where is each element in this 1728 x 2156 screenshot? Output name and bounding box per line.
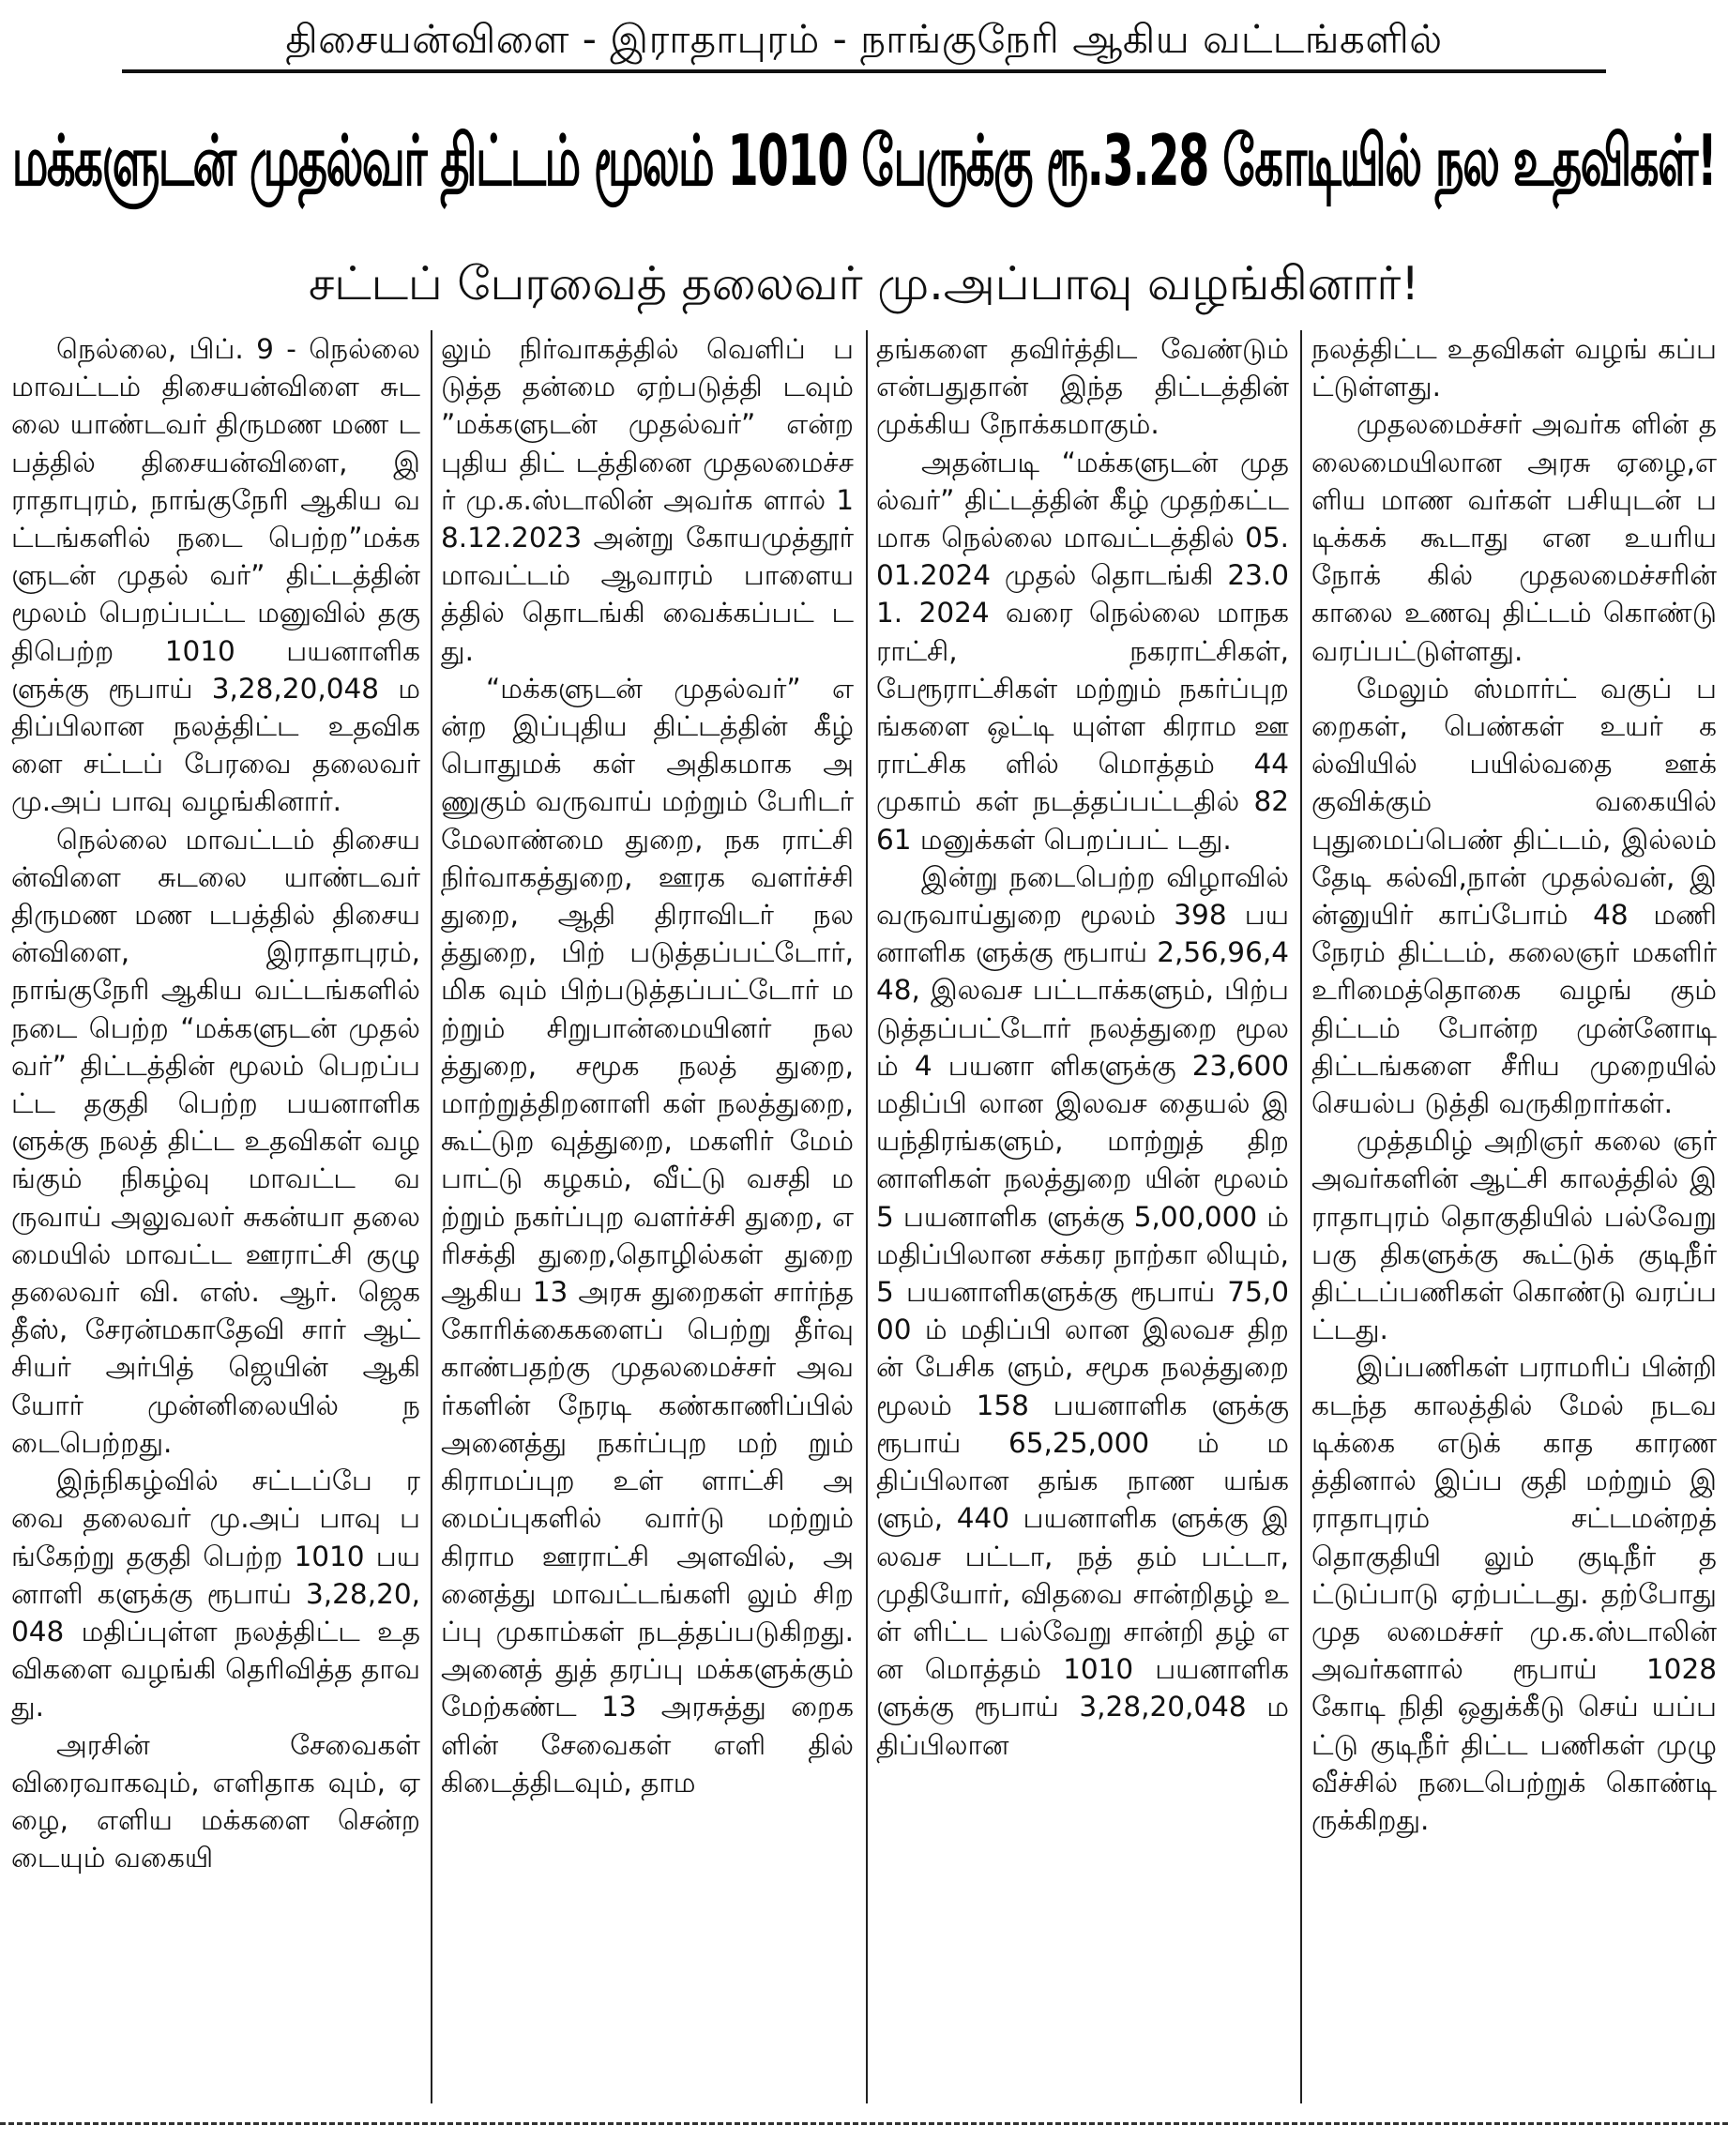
bottom-dashed-rule: [0, 2122, 1728, 2125]
body-paragraph: நெல்லை, பிப். 9 - நெல்லை மாவட்டம் திசையன்விளை சுடலை யாண்டவர் திருமண மண டபத்தில் திசையன்விளை, இராதாபுரம், நாங்குநேரி ஆகிய வட்டங்களில் நடை பெற்ற”மக்களுடன் முதல் வர்” திட்டத்தின் மூலம் பெறப்பட்ட மனுவில் தகு திபெற்ற 1010 பயனாளிக ளுக்கு ரூபாய் 3,28,20,048 மதிப்பிலான நலத்திட்ட உதவிகளை சட்டப் பேரவை தலைவர் மு.அப் பாவு வழங்கினார்.: [11, 333, 420, 818]
headline: மக்களுடன் முதல்வர் திட்டம் மூலம் 1010 பேருக்கு ரூ.3.28 கோடியில் நல உதவிகள்!: [11, 120, 1717, 203]
subheadline: சட்டப் பேரவைத் தலைவர் மு.அப்பாவு வழங்கினார்!: [308, 256, 1420, 311]
column-2: [441, 330, 854, 2103]
article-body: [11, 330, 1717, 2103]
body-paragraph: நெல்லை மாவட்டம் திசையன்விளை சுடலை யாண்டவர் திருமண மண டபத்தில் திசையன்விளை, இராதாபுரம், நாங்குநேரி ஆகிய வட்டங்களில் நடை பெற்ற “மக்களுடன் முதல் வர்” திட்டத்தின் மூலம் பெறப்பட்ட தகுதி பெற்ற பயனாளிகளுக்கு நலத் திட்ட உதவிகள் வழங்கும் நிகழ்வு மாவட்ட வருவாய் அலுவலர் சுகன்யா தலை மையில் மாவட்ட ஊராட்சி குழு தலைவர் வி. எஸ். ஆர். ஜெகதீஸ், சேரன்மகாதேவி சார் ஆட் சியர் அர்பித் ஜெயின் ஆகி யோர் முன்னிலையில் நடைபெற்றது.: [11, 823, 420, 1459]
body-paragraph: முத்தமிழ் அறிஞர் கலை ஞர் அவர்களின் ஆட்சி காலத்தில் இராதாபுரம் தொகுதியில் பல்வேறு பகு திகளுக்கு கூட்டுக் குடிநீர் திட்டப்பணிகள் கொண்டு வரப்பட்டது.: [1311, 1125, 1717, 1346]
kicker-underline: [122, 69, 1606, 73]
column-3: [876, 330, 1289, 2103]
body-paragraph: இன்று நடைபெற்ற விழாவில் வருவாய்துறை மூலம் 398 பயனாளிக ளுக்கு ரூபாய் 2,56,96,448, இலவச பட்டாக்களும், பிற்படுத்தப்பட்டோர் நலத்துறை மூலம் 4 பயனா ளிகளுக்கு 23,600 மதிப்பி லான இலவச தையல் இயந்திரங்களும், மாற்றுத் திறனாளிகள் நலத்துறை யின் மூலம் 5 பயனாளிக ளுக்கு 5,00,000 ம் மதிப்பிலான சக்கர நாற்கா லியும், 5 பயனாளிகளுக்கு ரூபாய் 75,000 ம் மதிப்பி லான இலவச திறன் பேசிக ளும், சமூக நலத்துறை மூலம் 158 பயனாளிக ளுக்கு ரூபாய் 65,25,000 ம் மதிப்பிலான தங்க நாண யங்களும், 440 பயனாளிக ளுக்கு இலவச பட்டா, நத் தம் பட்டா,முதியோர், விதவை சான்றிதழ் உள் ளிட்ட பல்வேறு சான்றி தழ் என மொத்தம் 1010 பயனாளிகளுக்கு ரூபாய் 3,28,20,048 மதிப்பிலான: [876, 860, 1289, 1761]
body-paragraph: அதன்படி “மக்களுடன் முதல்வர்” திட்டத்தின் கீழ் முதற்கட்டமாக நெல்லை மாவட்டத்தில் 05.01.2024 முதல் தொடங்கி 23.01. 2024 வரை நெல்லை மாநக ராட்சி, நகராட்சிகள், பேரூராட்சிகள் மற்றும் நகர்ப்புறங்களை ஒட்டி யுள்ள கிராம ஊராட்சிக ளில் மொத்தம் 44 முகாம் கள் நடத்தப்பட்டதில் 8261 மனுக்கள் பெறப்பட் டது.: [876, 446, 1289, 856]
column-4: [1311, 330, 1717, 2103]
body-paragraph: “மக்களுடன் முதல்வர்” என்ற இப்புதிய திட்டத்தின் கீழ் பொதுமக் கள் அதிகமாக அணுகும் வருவாய் மற்றும் பேரிடர் மேலாண்மை துறை, நக ராட்சி நிர்வாகத்துறை, ஊரக வளர்ச்சி துறை, ஆதி திராவிடர் நலத்துறை, பிற் படுத்தப்பட்டோர், மிக வும் பிற்படுத்தப்பட்டோர் மற்றும் சிறுபான்மையினர் நலத்துறை, சமூக நலத் துறை, மாற்றுத்திறனாளி கள் நலத்துறை, கூட்டுற வுத்துறை, மகளிர் மேம் பாட்டு கழகம், வீட்டு வசதி மற்றும் நகர்ப்புற வளர்ச்சி துறை, எரிசக்தி துறை,தொழில்கள் துறை ஆகிய 13 அரசு துறைகள் சார்ந்த கோரிக்கைகளைப் பெற்று தீர்வு காண்பதற்கு முதலமைச்சர் அவர்களின் நேரடி கண்காணிப்பில் அனைத்து நகர்ப்புற மற் றும் கிராமப்புற உள் ளாட்சி அமைப்புகளில் வார்டு மற்றும் கிராம ஊராட்சி அளவில், அனைத்து மாவட்டங்களி லும் சிறப்பு முகாம்கள் நடத்தப்படுகிறது. அனைத் துத் தரப்பு மக்களுக்கும் மேற்கண்ட 13 அரசுத்து றைகளின் சேவைகள் எளி தில் கிடைத்திடவும், தாம: [441, 672, 854, 1799]
body-paragraph: நலத்திட்ட உதவிகள் வழங் கப்பட்டுள்ளது.: [1311, 333, 1717, 403]
column-1: [11, 330, 420, 2103]
body-paragraph: முதலமைச்சர் அவர்க ளின் தலைமையிலான அரசு ஏழை,எளிய மாண வர்கள் பசியுடன் படிக்கக் கூடாது என உயரிய நோக் கில் முதலமைச்சரின் காலை உணவு திட்டம் கொண்டு வரப்பட்டுள்ளது.: [1311, 408, 1717, 667]
body-paragraph: இந்நிகழ்வில் சட்டப்பே ரவை தலைவர் மு.அப் பாவு பங்கேற்று தகுதி பெற்ற 1010 பயனாளி களுக்கு ரூபாய் 3,28,20,048 மதிப்புள்ள நலத்திட்ட உத விகளை வழங்கி தெரிவித்த தாவது.: [11, 1465, 420, 1723]
body-paragraph: இப்பணிகள் பராமரிப் பின்றி கடந்த காலத்தில் மேல் நடவடிக்கை எடுக் காத காரணத்தினால் இப்ப குதி மற்றும் இராதாபுரம் சட்டமன்றத் தொகுதியி லும் குடிநீர் தட்டுப்பாடு ஏற்பட்டது. தற்போது முத லமைச்சர் மு.க.ஸ்டாலின் அவர்களால் ரூபாய் 1028 கோடி நிதி ஒதுக்கீடு செய் யப்பட்டு குடிநீர் திட்ட பணிகள் முழு வீச்சில் நடைபெற்றுக் கொண்டி ருக்கிறது.: [1311, 1351, 1717, 1836]
body-paragraph: லும் நிர்வாகத்தில் வெளிப் படுத்த தன்மை ஏற்படுத்தி டவும் ”மக்களுடன் முதல்வர்” என்ற புதிய திட் டத்தினை முதலமைச்சர் மு.க.ஸ்டாலின் அவர்க ளால் 18.12.2023 அன்று கோயமுத்தூர் மாவட்டம் ஆவாரம் பாளையத்தில் தொடங்கி வைக்கப்பட் டது.: [441, 333, 854, 667]
body-paragraph: மேலும் ஸ்மார்ட் வகுப் பறைகள், பெண்கள் உயர் கல்வியில் பயில்வதை ஊக் குவிக்கும் வகையில் புதுமைப்பெண் திட்டம், இல்லம் தேடி கல்வி,நான் முதல்வன், இன்னுயிர் காப்போம் 48 மணி நேரம் திட்டம், கலைஞர் மகளிர் உரிமைத்தொகை வழங் கும் திட்டம் போன்ற முன்னோடி திட்டங்களை சீரிய முறையில் செயல்ப டுத்தி வருகிறார்கள்.: [1311, 672, 1717, 1120]
body-paragraph: தங்களை தவிர்த்திட வேண்டும் என்பதுதான் இந்த திட்டத்தின் முக்கிய நோக்கமாகும்.: [876, 333, 1289, 441]
kicker-line: திசையன்விளை - இராதாபுரம் - நாங்குநேரி ஆகிய வட்டங்களில்: [285, 16, 1443, 62]
body-paragraph: அரசின் சேவைகள் விரைவாகவும், எளிதாக வும், ஏழை, எளிய மக்களை சென்றடையும் வகையி: [11, 1728, 420, 1875]
